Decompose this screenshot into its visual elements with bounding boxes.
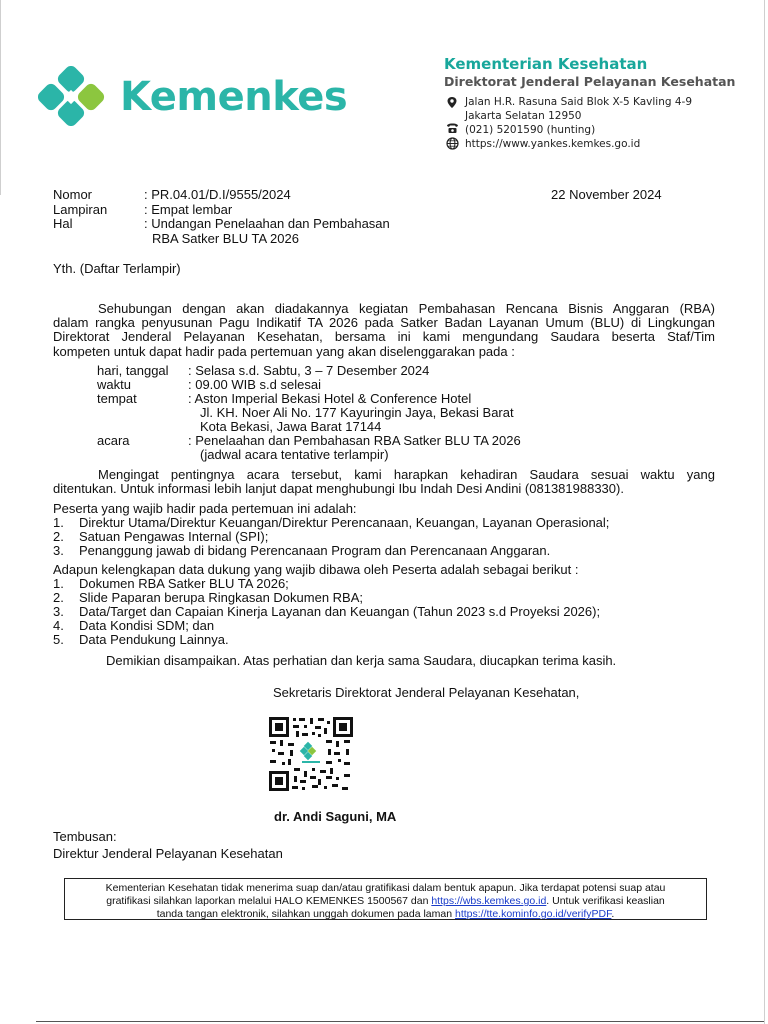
document-item bbox=[53, 633, 229, 648]
paragraph1-line3: Direktorat Jenderal Pelayanan Kesehatan, bersama ini kami mengundang Saudara beserta Staf/Tim bbox=[53, 329, 715, 344]
paragraph2-line2: ditentukan. Untuk informasi lebih lanjut dapat menghubungi Ibu Indah Desi Andini (081381988330). bbox=[53, 481, 624, 496]
lampiran-value: : Empat lembar bbox=[144, 202, 233, 217]
header-directorate: Direktorat Jenderal Pelayanan Kesehatan bbox=[444, 74, 736, 89]
notice-line2-text: gratifikasi silahkan laporkan melalui HALO KEMENKES 1500567 dan bbox=[106, 895, 432, 907]
nomor-value: : PR.04.01/D.I/9555/2024 bbox=[144, 187, 291, 202]
schedule-waktu-label: waktu bbox=[97, 377, 131, 392]
schedule-acara-value1: : Penelaahan dan Pembahasan RBA Satker BLU TA 2026 bbox=[188, 433, 521, 448]
schedule-hari-label: hari, tanggal bbox=[97, 363, 169, 378]
notice-line2 bbox=[65, 895, 706, 908]
participant-item bbox=[53, 544, 550, 559]
schedule-tempat-value2: Jl. KH. Noer Ali No. 177 Kayuringin Jaya, Bekasi Barat bbox=[200, 405, 514, 420]
paragraph1-line2: dalam rangka penyusunan Pagu Indikatif TA 2026 pada Satker Badan Layanan Umum (BLU) di Lingkungan bbox=[53, 315, 715, 330]
signatory-name: dr. Andi Saguni, MA bbox=[274, 809, 397, 824]
list-number: 3. bbox=[53, 543, 64, 558]
notice-line1: Kementerian Kesehatan tidak menerima suap dan/atau gratifikasi dalam bentuk apapun. Jika terdapat potensi suap atau bbox=[105, 882, 666, 894]
notice-line3 bbox=[65, 908, 706, 921]
hal-value-line2: RBA Satker BLU TA 2026 bbox=[152, 231, 299, 246]
phone-icon bbox=[446, 123, 459, 134]
schedule-acara-label: acara bbox=[97, 433, 130, 448]
header-phone: (021) 5201590 (hunting) bbox=[465, 124, 596, 136]
list-text: Slide Paparan berupa Ringkasan Dokumen RBA; bbox=[79, 590, 364, 605]
recipient: Yth. (Daftar Terlampir) bbox=[53, 261, 181, 276]
qr-code-icon bbox=[268, 716, 354, 792]
header-address-line2: Jakarta Selatan 12950 bbox=[465, 110, 582, 122]
hal-value-line1: : Undangan Penelaahan dan Pembahasan bbox=[144, 216, 390, 231]
list-number: 1. bbox=[53, 576, 64, 591]
signature-title: Sekretaris Direktorat Jenderal Pelayanan Kesehatan, bbox=[273, 685, 580, 700]
list-number: 3. bbox=[53, 604, 64, 619]
anti-gratification-notice bbox=[64, 878, 707, 920]
list-number: 1. bbox=[53, 515, 64, 530]
paragraph1-line1: Sehubungan dengan akan diadakannya kegiatan Pembahasan Rencana Bisnis Anggaran (RBA) bbox=[98, 301, 715, 316]
list-number: 4. bbox=[53, 618, 64, 633]
participants-intro: Peserta yang wajib hadir pada pertemuan ini adalah: bbox=[53, 501, 357, 516]
schedule-hari-value: : Selasa s.d. Sabtu, 3 – 7 Desember 2024 bbox=[188, 363, 430, 378]
notice-line2-tail: . Untuk verifikasi keaslian bbox=[546, 895, 665, 907]
qr-code bbox=[268, 716, 354, 792]
list-text: Satuan Pengawas Internal (SPI); bbox=[79, 529, 269, 544]
schedule-acara-value2: (jadwal acara tentative terlampir) bbox=[200, 447, 389, 462]
page-bottom-line bbox=[36, 1021, 764, 1022]
page-left-edge bbox=[0, 0, 1, 195]
list-text: Data Kondisi SDM; dan bbox=[79, 618, 215, 633]
header-org-name: Kementerian Kesehatan bbox=[444, 55, 648, 73]
logo-wordmark: Kemenkes bbox=[120, 74, 348, 120]
schedule-waktu-value: : 09.00 WIB s.d selesai bbox=[188, 377, 321, 392]
header-website[interactable]: https://www.yankes.kemkes.go.id bbox=[465, 138, 641, 150]
notice-line3-text: tanda tangan elektronik, silahkan unggah dokumen pada laman bbox=[156, 908, 455, 920]
list-text: Penanggung jawab di bidang Perencanaan Program dan Perencanaan Anggaran. bbox=[79, 543, 551, 558]
kemenkes-logo bbox=[38, 66, 348, 126]
tte-verify-link[interactable]: https://tte.kominfo.go.id/verifyPDF bbox=[454, 908, 612, 920]
schedule-tempat-label: tempat bbox=[97, 391, 137, 406]
cc-label: Tembusan: bbox=[53, 829, 117, 844]
paragraph1-line4: kompeten untuk dapat hadir pada pertemuan yang akan diselenggarakan pada : bbox=[53, 344, 515, 359]
lampiran-label: Lampiran bbox=[53, 202, 108, 217]
closing-sentence: Demikian disampaikan. Atas perhatian dan kerja sama Saudara, diucapkan terima kasih. bbox=[106, 653, 617, 668]
page-right-edge bbox=[764, 0, 765, 1024]
notice-line3-tail: . bbox=[611, 908, 615, 920]
nomor-label: Nomor bbox=[53, 187, 93, 202]
location-pin-icon bbox=[446, 96, 458, 109]
letter-date: 22 November 2024 bbox=[551, 187, 662, 202]
list-text: Dokumen RBA Satker BLU TA 2026; bbox=[79, 576, 289, 591]
list-text: Direktur Utama/Direktur Keuangan/Direktur Perencanaan, Keuangan, Layanan Operasional; bbox=[79, 515, 610, 530]
cc-recipient: Direktur Jenderal Pelayanan Kesehatan bbox=[53, 846, 283, 861]
wbs-link[interactable]: https://wbs.kemkes.go.id bbox=[431, 895, 547, 907]
schedule-tempat-value1: : Aston Imperial Bekasi Hotel & Conference Hotel bbox=[188, 391, 472, 406]
list-number: 2. bbox=[53, 529, 64, 544]
documents-intro: Adapun kelengkapan data dukung yang wajib dibawa oleh Peserta adalah sebagai berikut : bbox=[53, 562, 579, 577]
schedule-tempat-value3: Kota Bekasi, Jawa Barat 17144 bbox=[200, 419, 382, 434]
list-text: Data Pendukung Lainnya. bbox=[79, 632, 229, 647]
list-text: Data/Target dan Capaian Kinerja Layanan dan Keuangan (Tahun 2023 s.d Proyeksi 2026); bbox=[79, 604, 601, 619]
hal-label: Hal bbox=[53, 216, 73, 231]
paragraph2-line1: Mengingat pentingnya acara tersebut, kami harapkan kehadiran Saudara sesuai waktu yang bbox=[98, 467, 715, 482]
header-address-line1: Jalan H.R. Rasuna Said Blok X-5 Kavling 4-9 bbox=[465, 96, 693, 108]
globe-icon bbox=[446, 137, 459, 150]
list-number: 2. bbox=[53, 590, 64, 605]
kemenkes-emblem-icon bbox=[38, 66, 116, 126]
list-number: 5. bbox=[53, 632, 64, 647]
